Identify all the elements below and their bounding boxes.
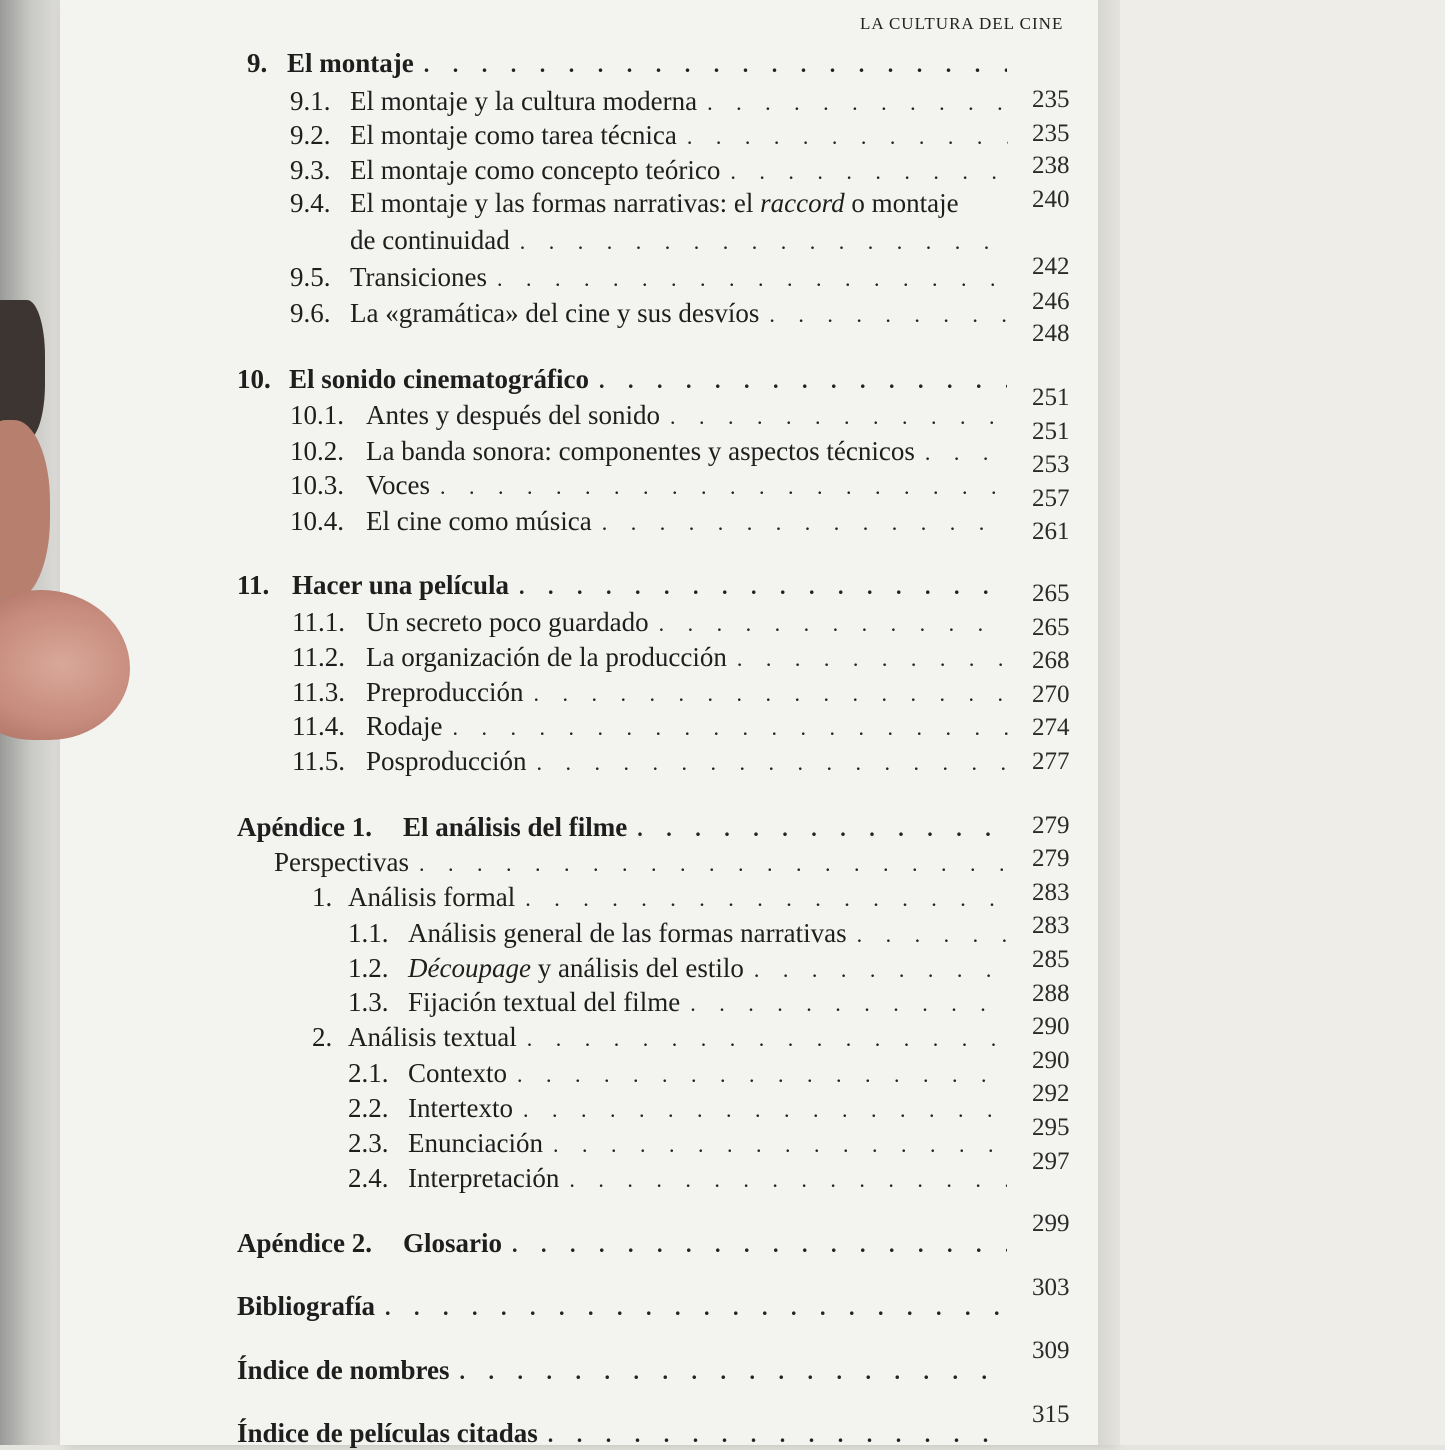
leader-dots: [385, 1293, 1007, 1323]
page-number: 309: [1032, 1337, 1070, 1364]
toc-entry: 2. Análisis textual . . .: [312, 1022, 1017, 1054]
toc-entry: 9.3. El montaje como concepto teórico . . .: [290, 155, 1018, 187]
leader-dots: [659, 609, 1008, 639]
running-head: LA CULTURA DEL CINE: [860, 14, 1064, 33]
page-number: 288: [1032, 980, 1070, 1007]
toc-entry: 10.2. La banda sonora: componentes y aspectos técnicos . . .: [290, 436, 1018, 468]
page-number: 285: [1032, 946, 1070, 973]
leader-dots: [730, 157, 1008, 187]
page-number: 292: [1032, 1080, 1070, 1107]
page-number: 290: [1032, 1047, 1070, 1074]
page-number: 268: [1032, 647, 1070, 674]
toc-name-index: Índice de nombres . . .: [237, 1355, 1017, 1387]
facing-page: [1120, 0, 1445, 1445]
page-number: 240: [1032, 186, 1070, 213]
toc-entry: 11.2. La organización de la producción . . .: [292, 642, 1018, 674]
toc-entry: 2.1. Contexto . . .: [348, 1058, 1017, 1090]
toc-appendix-1: Apéndice 1. El análisis del filme . . .: [237, 812, 1017, 844]
leader-dots: [527, 1024, 1007, 1054]
leader-dots: [424, 50, 1007, 80]
leader-dots: [419, 849, 1007, 879]
leader-dots: [452, 713, 1008, 743]
leader-dots: [754, 955, 1007, 985]
leader-dots: [707, 88, 1008, 118]
leader-dots: [536, 748, 1008, 778]
page-number: 265: [1032, 614, 1070, 641]
toc-entry: 9.4. El montaje y las formas narrativas: el raccord o montaje: [290, 188, 959, 218]
leader-dots: [857, 920, 1007, 950]
toc-entry: 1. Análisis formal . . .: [312, 882, 1017, 914]
page-number: 235: [1032, 86, 1070, 113]
leader-dots: [690, 989, 1007, 1019]
page-number: 246: [1032, 288, 1070, 315]
toc-entry: 9.2. El montaje como tarea técnica . . .: [290, 120, 1018, 152]
toc-entry: 2.4. Interpretación . . .: [348, 1163, 1017, 1195]
toc-entry: 9.6. La «gramática» del cine y sus desvíos . . .: [290, 298, 1018, 330]
toc-entry: 11.1. Un secreto poco guardado . . .: [292, 607, 1018, 639]
page-number: 299: [1032, 1210, 1070, 1237]
page-number: 270: [1032, 681, 1070, 708]
page-number: 315: [1032, 1401, 1070, 1428]
leader-dots: [599, 366, 1007, 396]
toc-entry: 10.3. Voces . . .: [290, 470, 1018, 502]
leader-dots: [523, 1095, 1007, 1125]
leader-dots: [670, 402, 1008, 432]
toc-entry: 11.4. Rodaje . . .: [292, 711, 1018, 743]
page-number: 251: [1032, 384, 1070, 411]
page-number: 274: [1032, 714, 1070, 741]
toc-entry: 2.2. Intertexto . . .: [348, 1093, 1017, 1125]
page-number: 257: [1032, 485, 1070, 512]
page-number: 303: [1032, 1274, 1070, 1301]
toc-chapter-11: 11. Hacer una película . . .: [237, 570, 1017, 602]
toc-entry: 1.3. Fijación textual del filme . . .: [348, 987, 1017, 1019]
leader-dots: [737, 644, 1008, 674]
toc-bibliography: Bibliografía . . .: [237, 1291, 1017, 1323]
page-number: 251: [1032, 418, 1070, 445]
leader-dots: [553, 1130, 1007, 1160]
page-number: 235: [1032, 120, 1070, 147]
page-number: 253: [1032, 451, 1070, 478]
leader-dots: [440, 472, 1008, 502]
page-number: 238: [1032, 152, 1070, 179]
page-number: 261: [1032, 518, 1070, 545]
page-number: 265: [1032, 580, 1070, 607]
toc-entry: 11.5. Posproducción . . .: [292, 746, 1018, 778]
leader-dots: [460, 1357, 1007, 1387]
page-number: 295: [1032, 1114, 1070, 1141]
leader-dots: [548, 1420, 1007, 1450]
leader-dots: [512, 1230, 1007, 1260]
toc-entry: 10.1. Antes y después del sonido . . .: [290, 400, 1018, 432]
leader-dots: [517, 1060, 1007, 1090]
toc-entry: 2.3. Enunciación . . .: [348, 1128, 1017, 1160]
toc-entry: 1.1. Análisis general de las formas narrativas . . .: [348, 918, 1017, 950]
page-number: 283: [1032, 912, 1070, 939]
leader-dots: [525, 884, 1007, 914]
page-number: 248: [1032, 320, 1070, 347]
toc-appendix-2: Apéndice 2. Glosario . . .: [237, 1228, 1017, 1260]
toc-film-index: Índice de películas citadas . . .: [237, 1418, 1017, 1450]
leader-dots: [637, 814, 1007, 844]
toc-entry: 1.2. Découpage y análisis del estilo . . .: [348, 953, 1017, 985]
page-number: 242: [1032, 253, 1070, 280]
toc-entry: 9.1. El montaje y la cultura moderna . . .: [290, 86, 1018, 118]
toc-chapter-10: 10. El sonido cinematográfico . . .: [237, 364, 1017, 396]
page-number: 283: [1032, 879, 1070, 906]
leader-dots: [602, 508, 1008, 538]
leader-dots: [533, 679, 1008, 709]
leader-dots: [687, 122, 1008, 152]
page-number: 279: [1032, 812, 1070, 839]
page-number: 277: [1032, 748, 1070, 775]
page-number: 279: [1032, 845, 1070, 872]
leader-dots: [925, 438, 1008, 468]
toc-chapter-9: 9. El montaje . . .: [247, 48, 1017, 80]
leader-dots: [497, 264, 1008, 294]
leader-dots: [519, 572, 1007, 602]
leader-dots: [569, 1165, 1007, 1195]
toc-entry: 10.4. El cine como música . . .: [290, 506, 1018, 538]
leader-dots: [520, 227, 1008, 257]
page-number: 297: [1032, 1148, 1070, 1175]
toc-entry-continuation: de continuidad . . .: [350, 225, 1018, 257]
toc-entry: Perspectivas . . .: [274, 847, 1017, 879]
page-number: 290: [1032, 1013, 1070, 1040]
toc-entry: 11.3. Preproducción . . .: [292, 677, 1018, 709]
toc-entry: 9.5. Transiciones . . .: [290, 262, 1018, 294]
leader-dots: [769, 300, 1008, 330]
